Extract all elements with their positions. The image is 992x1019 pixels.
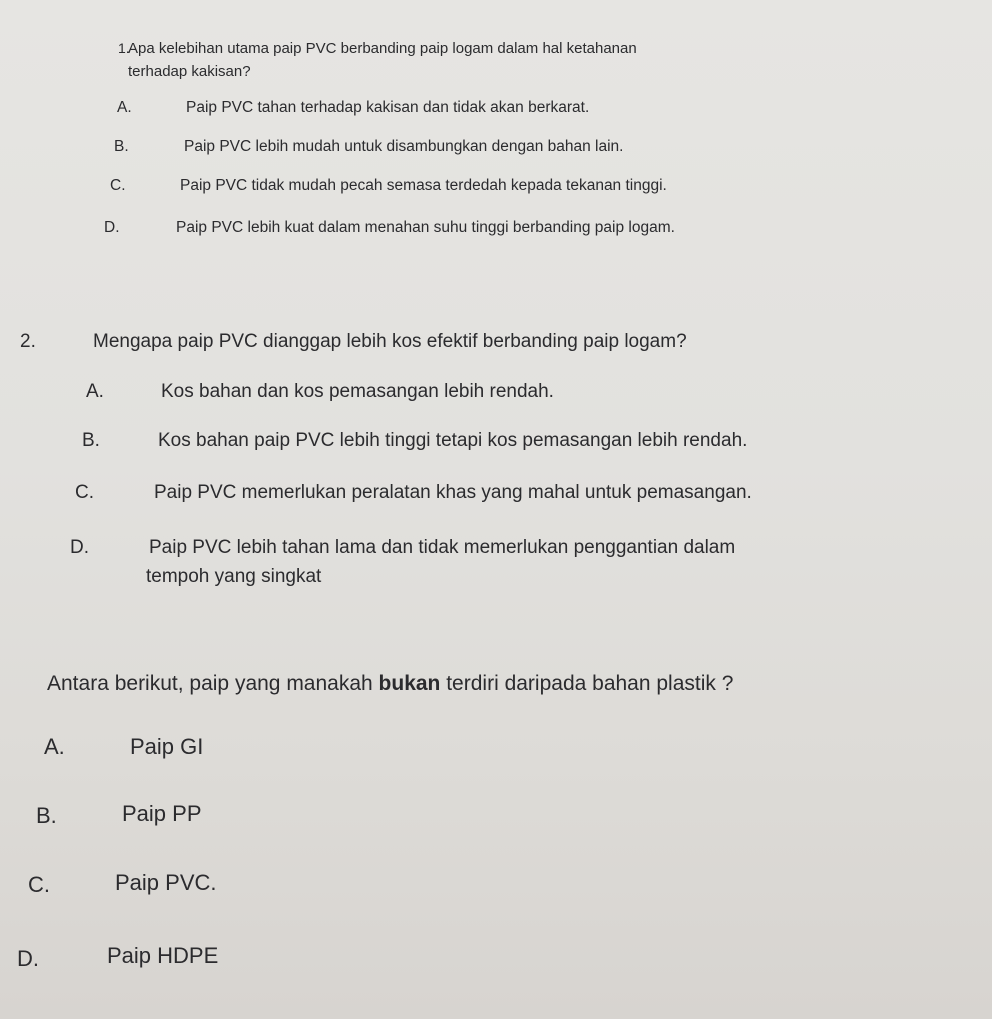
option-letter: A.: [44, 734, 65, 759]
option-text: Paip PVC lebih mudah untuk disambungkan dengan bahan lain.: [184, 138, 624, 155]
option-text-line1: Paip PVC lebih tahan lama dan tidak memerlukan penggantian dalam: [149, 537, 736, 558]
option-text: Paip PP: [122, 801, 202, 826]
question-3-text-after: terdiri daripada bahan plastik ?: [440, 672, 734, 695]
question-1-text-line2: terhadap kakisan?: [128, 63, 251, 80]
option-letter: C.: [28, 872, 50, 897]
option-text-line2: tempoh yang singkat: [146, 566, 322, 587]
question-3-text-bold: bukan: [378, 672, 441, 695]
question-3-text: [47, 672, 733, 696]
option-letter: A.: [86, 381, 104, 402]
option-letter: C.: [75, 482, 94, 503]
question-2-number: 2.: [20, 331, 36, 352]
option-text: Paip PVC tidak mudah pecah semasa terdedah kepada tekanan tinggi.: [180, 177, 667, 194]
option-letter: A.: [117, 99, 132, 116]
option-text: Paip PVC.: [115, 870, 217, 895]
option-text: Paip PVC lebih kuat dalam menahan suhu tinggi berbanding paip logam.: [176, 219, 675, 236]
question-1-text-line1: Apa kelebihan utama paip PVC berbanding paip logam dalam hal ketahanan: [128, 40, 637, 57]
option-letter: B.: [114, 138, 129, 155]
question-2-text: Mengapa paip PVC dianggap lebih kos efektif berbanding paip logam?: [93, 331, 687, 352]
option-letter: C.: [110, 177, 126, 194]
option-letter: D.: [104, 219, 120, 236]
question-1-number: 1.: [118, 40, 130, 56]
option-text: Kos bahan dan kos pemasangan lebih rendah.: [161, 381, 554, 402]
option-text: Paip PVC tahan terhadap kakisan dan tidak akan berkarat.: [186, 99, 590, 116]
option-letter: B.: [82, 430, 100, 451]
option-text: Kos bahan paip PVC lebih tinggi tetapi kos pemasangan lebih rendah.: [158, 430, 748, 451]
question-3-text-before: Antara berikut, paip yang manakah: [47, 672, 379, 695]
option-text: Paip HDPE: [107, 943, 219, 968]
option-text: Paip GI: [130, 734, 204, 759]
option-letter: B.: [36, 803, 57, 828]
option-letter: D.: [70, 537, 89, 558]
option-text: Paip PVC memerlukan peralatan khas yang mahal untuk pemasangan.: [154, 482, 752, 503]
option-letter: D.: [17, 946, 39, 971]
